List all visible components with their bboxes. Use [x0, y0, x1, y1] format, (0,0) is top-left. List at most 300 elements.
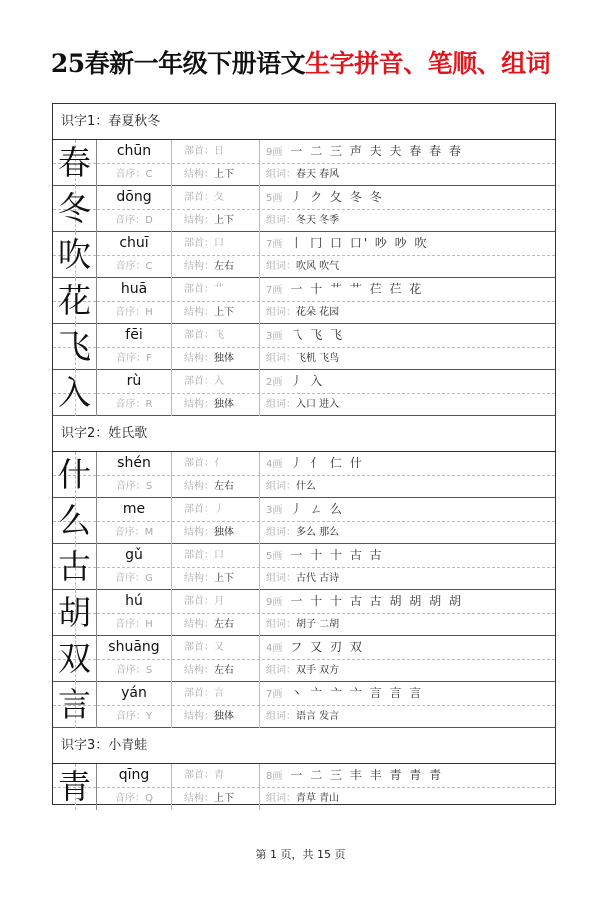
words-value: 吹风 吹气	[296, 261, 340, 272]
structure-cell	[171, 567, 259, 590]
radical-value: 飞	[214, 330, 224, 341]
pinyin-cell	[97, 186, 171, 209]
pinyin: shén	[117, 455, 151, 471]
order-cell	[97, 347, 171, 370]
character-grid-cell	[53, 140, 97, 186]
stroke-cell	[259, 636, 555, 659]
structure-value: 上下	[214, 169, 234, 180]
character-grid-cell	[53, 324, 97, 370]
radical-label: 部首：	[184, 596, 214, 607]
words-value: 入口 进入	[296, 399, 340, 410]
words-cell	[259, 521, 555, 544]
radical-cell	[171, 764, 259, 787]
pinyin: chūn	[116, 143, 152, 159]
radical-label: 部首：	[184, 146, 214, 157]
entry-bottom-row	[97, 393, 555, 416]
order-value: D	[145, 215, 153, 226]
words-cell	[259, 787, 555, 810]
stroke-suffix: 画	[272, 239, 283, 250]
radical-value: 月	[214, 596, 224, 607]
stroke-suffix: 画	[272, 643, 283, 654]
structure-value: 左右	[214, 619, 234, 630]
order-label: 音序：	[116, 353, 147, 364]
radical-cell	[171, 452, 259, 475]
words-label: 组词：	[266, 573, 296, 584]
words-label: 组词：	[266, 353, 296, 364]
character-entry	[53, 636, 555, 682]
radical-label: 部首：	[184, 550, 214, 561]
stroke-count: 4	[266, 643, 273, 654]
character: 吹	[58, 235, 91, 274]
entry-bottom-row	[97, 209, 555, 232]
character-entry	[53, 278, 555, 324]
words-label: 组词：	[266, 711, 296, 722]
structure-cell	[171, 787, 259, 810]
words-value: 双手 双方	[296, 665, 340, 676]
words-value: 胡子 二胡	[296, 619, 340, 630]
words-cell	[259, 705, 555, 728]
character-grid-cell	[53, 682, 97, 728]
structure-cell	[171, 705, 259, 728]
words-label: 组词：	[266, 215, 296, 226]
stroke-cell	[259, 682, 555, 705]
words-value: 冬天 冬季	[296, 215, 340, 226]
pinyin: rù	[126, 373, 142, 389]
structure-label: 结构：	[184, 527, 214, 538]
character-grid-cell	[53, 278, 97, 324]
character-grid-cell	[53, 544, 97, 590]
radical-value: 口	[214, 550, 224, 561]
words-cell	[259, 347, 555, 370]
order-label: 音序：	[115, 261, 146, 272]
title-black-part: 25春新一年级下册语文	[50, 49, 306, 78]
pinyin-cell	[97, 232, 171, 255]
order-label: 音序：	[115, 481, 146, 492]
character-grid-cell	[53, 370, 97, 416]
pinyin: huā	[120, 281, 148, 297]
character-entry	[53, 498, 555, 544]
stroke-suffix: 画	[272, 193, 283, 204]
pinyin-cell	[97, 682, 171, 705]
words-value: 青草 青山	[296, 793, 340, 804]
structure-value: 独体	[214, 527, 234, 538]
entry-bottom-row	[97, 613, 555, 636]
radical-cell	[171, 278, 259, 301]
structure-value: 上下	[214, 307, 234, 318]
character: 冬	[58, 189, 91, 228]
entry-top-row	[97, 544, 555, 568]
words-label: 组词：	[266, 793, 296, 804]
stroke-cell	[259, 370, 555, 393]
structure-cell	[171, 209, 259, 232]
structure-cell	[171, 475, 259, 498]
structure-cell	[171, 659, 259, 682]
order-value: C	[145, 261, 153, 272]
order-value: R	[145, 399, 153, 410]
stroke-order: 一 十 艹 艹 芢 芢 花	[290, 282, 424, 296]
stroke-order: 一 二 三 丰 丰 青 青 青	[290, 768, 444, 782]
stroke-order: 乁 飞 飞	[290, 328, 345, 342]
pinyin-cell	[97, 278, 171, 301]
structure-cell	[171, 163, 259, 186]
pinyin-cell	[97, 764, 171, 787]
character-grid-cell	[53, 764, 97, 810]
words-label: 组词：	[266, 527, 296, 538]
radical-cell	[171, 682, 259, 705]
radical-value: 青	[214, 770, 224, 781]
stroke-suffix: 画	[272, 505, 283, 516]
entry-bottom-row	[97, 567, 555, 590]
words-value: 花朵 花园	[296, 307, 340, 318]
pinyin-cell	[97, 324, 171, 347]
stroke-order: 一 二 三 声 夫 夫 春 春 春	[290, 144, 463, 158]
entry-top-row	[97, 278, 555, 302]
character-entry	[53, 544, 555, 590]
stroke-cell	[259, 278, 555, 301]
structure-cell	[171, 393, 259, 416]
entry-bottom-row	[97, 659, 555, 682]
structure-label: 结构：	[184, 353, 214, 364]
structure-cell	[171, 613, 259, 636]
stroke-cell	[259, 590, 555, 613]
structure-value: 左右	[214, 481, 234, 492]
stroke-cell	[259, 232, 555, 255]
character-grid-cell	[53, 186, 97, 232]
entry-top-row	[97, 590, 555, 614]
section-heading: 识字2：姓氏歌	[53, 416, 555, 452]
entry-bottom-row	[97, 347, 555, 370]
stroke-count: 9	[266, 147, 273, 158]
order-label: 音序：	[115, 307, 146, 318]
entry-top-row	[97, 232, 555, 256]
order-cell	[97, 209, 171, 232]
stroke-count: 7	[266, 689, 273, 700]
entry-top-row	[97, 682, 555, 706]
words-cell	[259, 613, 555, 636]
entry-bottom-row	[97, 475, 555, 498]
page-footer: 第 1 页，共 15 页	[255, 848, 346, 861]
stroke-count: 9	[266, 597, 273, 608]
stroke-count: 8	[266, 771, 273, 782]
stroke-cell	[259, 452, 555, 475]
structure-value: 左右	[214, 665, 234, 676]
character: 春	[58, 143, 91, 182]
structure-cell	[171, 347, 259, 370]
character: 么	[58, 501, 91, 540]
entry-top-row	[97, 140, 555, 164]
section-heading: 识字1：春夏秋冬	[53, 104, 555, 140]
order-cell	[97, 255, 171, 278]
stroke-order: フ 又 刃 双	[290, 640, 364, 654]
radical-label: 部首：	[184, 642, 214, 653]
character-grid-cell	[53, 232, 97, 278]
character-entry	[53, 232, 555, 278]
radical-value: 口	[214, 238, 224, 249]
words-cell	[259, 163, 555, 186]
radical-cell	[171, 370, 259, 393]
stroke-suffix: 画	[272, 551, 283, 562]
radical-label: 部首：	[184, 688, 214, 699]
words-label: 组词：	[266, 169, 296, 180]
stroke-suffix: 画	[272, 147, 283, 158]
stroke-order: 一 十 十 古 古 胡 胡 胡 胡	[290, 594, 463, 608]
radical-value: 亻	[214, 458, 224, 469]
pinyin: gǔ	[125, 547, 143, 563]
stroke-order: 丿 入	[290, 374, 325, 388]
stroke-order: 丿 亻 仁 什	[290, 456, 364, 470]
stroke-cell	[259, 498, 555, 521]
entry-bottom-row	[97, 521, 555, 544]
structure-value: 独体	[214, 399, 234, 410]
order-value: C	[145, 169, 153, 180]
entry-top-row	[97, 636, 555, 660]
stroke-suffix: 画	[272, 285, 283, 296]
character: 花	[58, 281, 91, 320]
entry-top-row	[97, 452, 555, 476]
stroke-count: 2	[266, 377, 273, 388]
structure-cell	[171, 301, 259, 324]
entry-top-row	[97, 764, 555, 788]
pinyin-cell	[97, 498, 171, 521]
entry-top-row	[97, 370, 555, 394]
stroke-cell	[259, 764, 555, 787]
structure-label: 结构：	[184, 573, 214, 584]
section-heading: 识字3：小青蛙	[53, 728, 555, 764]
order-label: 音序：	[115, 215, 146, 226]
structure-label: 结构：	[184, 793, 214, 804]
stroke-order: 一 十 十 古 古	[290, 548, 384, 562]
structure-label: 结构：	[184, 169, 214, 180]
order-label: 音序：	[115, 665, 146, 676]
entry-top-row	[97, 498, 555, 522]
stroke-order: 丶 亠 亠 亠 言 言 言	[290, 686, 424, 700]
stroke-count: 3	[266, 331, 273, 342]
structure-label: 结构：	[184, 307, 214, 318]
order-value: F	[146, 353, 152, 364]
character: 青	[58, 767, 91, 806]
entry-bottom-row	[97, 301, 555, 324]
radical-value: 言	[214, 688, 224, 699]
pinyin: chuī	[119, 235, 149, 251]
stroke-cell	[259, 544, 555, 567]
order-value: H	[145, 307, 153, 318]
structure-label: 结构：	[184, 481, 214, 492]
page-title	[0, 44, 601, 80]
words-value: 飞机 飞鸟	[296, 353, 340, 364]
order-value: H	[145, 619, 153, 630]
structure-label: 结构：	[184, 215, 214, 226]
stroke-count: 7	[266, 239, 273, 250]
character: 胡	[58, 593, 91, 632]
words-value: 语言 发言	[296, 711, 340, 722]
pinyin-cell	[97, 590, 171, 613]
pinyin: dōng	[116, 189, 152, 205]
order-label: 音序：	[114, 527, 145, 538]
character: 什	[58, 455, 91, 494]
structure-label: 结构：	[184, 399, 214, 410]
pinyin: hú	[125, 593, 143, 609]
radical-label: 部首：	[184, 238, 214, 249]
words-value: 什么	[296, 481, 316, 492]
words-cell	[259, 475, 555, 498]
structure-value: 上下	[214, 215, 234, 226]
character-entry	[53, 682, 555, 728]
order-label: 音序：	[115, 169, 146, 180]
words-label: 组词：	[266, 619, 296, 630]
character-entry	[53, 186, 555, 232]
order-cell	[97, 613, 171, 636]
words-cell	[259, 209, 555, 232]
order-cell	[97, 301, 171, 324]
radical-value: 日	[214, 146, 224, 157]
character-entry	[53, 452, 555, 498]
words-label: 组词：	[266, 665, 296, 676]
order-cell	[97, 705, 171, 728]
structure-value: 上下	[214, 573, 234, 584]
entry-top-row	[97, 186, 555, 210]
pinyin-cell	[97, 370, 171, 393]
character-table	[52, 103, 556, 805]
structure-value: 上下	[214, 793, 234, 804]
words-cell	[259, 567, 555, 590]
order-value: S	[145, 665, 153, 676]
order-value: M	[144, 527, 154, 538]
structure-label: 结构：	[184, 665, 214, 676]
stroke-order: 丿 ク 夂 冬 冬	[290, 190, 384, 204]
stroke-count: 3	[266, 505, 273, 516]
stroke-cell	[259, 324, 555, 347]
pinyin-cell	[97, 452, 171, 475]
radical-cell	[171, 590, 259, 613]
order-cell	[97, 659, 171, 682]
entry-bottom-row	[97, 255, 555, 278]
stroke-suffix: 画	[272, 689, 283, 700]
pinyin-cell	[97, 636, 171, 659]
order-cell	[97, 475, 171, 498]
order-cell	[97, 787, 171, 810]
words-label: 组词：	[266, 481, 296, 492]
words-value: 多么 那么	[296, 527, 340, 538]
character: 飞	[58, 327, 91, 366]
stroke-cell	[259, 140, 555, 163]
radical-value: 又	[214, 642, 224, 653]
radical-label: 部首：	[184, 192, 214, 203]
radical-label: 部首：	[184, 330, 214, 341]
character-grid-cell	[53, 590, 97, 636]
radical-value: 夂	[214, 192, 224, 203]
order-value: Q	[145, 793, 153, 804]
stroke-suffix: 画	[272, 331, 283, 342]
character-grid-cell	[53, 636, 97, 682]
radical-cell	[171, 232, 259, 255]
words-label: 组词：	[266, 399, 296, 410]
title-red-part: 生字拼音、笔顺、组词	[305, 49, 551, 78]
stroke-count: 5	[266, 551, 273, 562]
structure-cell	[171, 255, 259, 278]
entry-top-row	[97, 324, 555, 348]
pinyin: yán	[121, 685, 147, 701]
pinyin: fēi	[125, 327, 143, 343]
order-value: S	[145, 481, 153, 492]
radical-cell	[171, 498, 259, 521]
order-cell	[97, 393, 171, 416]
order-cell	[97, 163, 171, 186]
radical-label: 部首：	[184, 770, 214, 781]
order-value: G	[145, 573, 153, 584]
structure-label: 结构：	[184, 261, 214, 272]
order-label: 音序：	[115, 619, 146, 630]
character: 古	[58, 547, 91, 586]
character-grid-cell	[53, 452, 97, 498]
entry-bottom-row	[97, 705, 555, 728]
structure-value: 左右	[214, 261, 234, 272]
pinyin: qīng	[118, 767, 150, 783]
radical-value: 入	[214, 376, 224, 387]
radical-cell	[171, 186, 259, 209]
radical-label: 部首：	[184, 284, 214, 295]
words-cell	[259, 659, 555, 682]
pinyin-cell	[97, 140, 171, 163]
radical-label: 部首：	[184, 504, 214, 515]
words-label: 组词：	[266, 261, 296, 272]
order-label: 音序：	[115, 711, 146, 722]
words-label: 组词：	[266, 307, 296, 318]
stroke-count: 4	[266, 459, 273, 470]
radical-value: 艹	[214, 284, 224, 295]
order-value: Y	[145, 711, 153, 722]
character-entry	[53, 140, 555, 186]
radical-label: 部首：	[184, 376, 214, 387]
order-label: 音序：	[115, 793, 146, 804]
order-cell	[97, 521, 171, 544]
structure-value: 独体	[214, 353, 234, 364]
radical-value: 丿	[214, 504, 224, 515]
words-cell	[259, 393, 555, 416]
stroke-order: 丨 冂 口 口' 吵 吵 吹	[290, 236, 429, 250]
character: 双	[58, 639, 91, 678]
stroke-suffix: 画	[272, 377, 283, 388]
stroke-suffix: 画	[272, 771, 283, 782]
stroke-count: 5	[266, 193, 273, 204]
character-grid-cell	[53, 498, 97, 544]
order-cell	[97, 567, 171, 590]
order-label: 音序：	[115, 399, 146, 410]
pinyin: shuāng	[108, 639, 160, 655]
pinyin-cell	[97, 544, 171, 567]
character-entry	[53, 324, 555, 370]
radical-cell	[171, 324, 259, 347]
order-label: 音序：	[115, 573, 146, 584]
character: 入	[58, 373, 91, 412]
words-cell	[259, 255, 555, 278]
radical-cell	[171, 140, 259, 163]
words-value: 春天 春风	[296, 169, 340, 180]
radical-cell	[171, 544, 259, 567]
pinyin: me	[122, 501, 146, 517]
words-cell	[259, 301, 555, 324]
structure-value: 独体	[214, 711, 234, 722]
entry-bottom-row	[97, 163, 555, 186]
structure-label: 结构：	[184, 711, 214, 722]
character: 言	[58, 685, 91, 724]
radical-label: 部首：	[184, 458, 214, 469]
structure-label: 结构：	[184, 619, 214, 630]
structure-cell	[171, 521, 259, 544]
entry-bottom-row	[97, 787, 555, 810]
stroke-order: 丿 ㄥ 么	[290, 502, 345, 516]
radical-cell	[171, 636, 259, 659]
stroke-suffix: 画	[272, 459, 283, 470]
